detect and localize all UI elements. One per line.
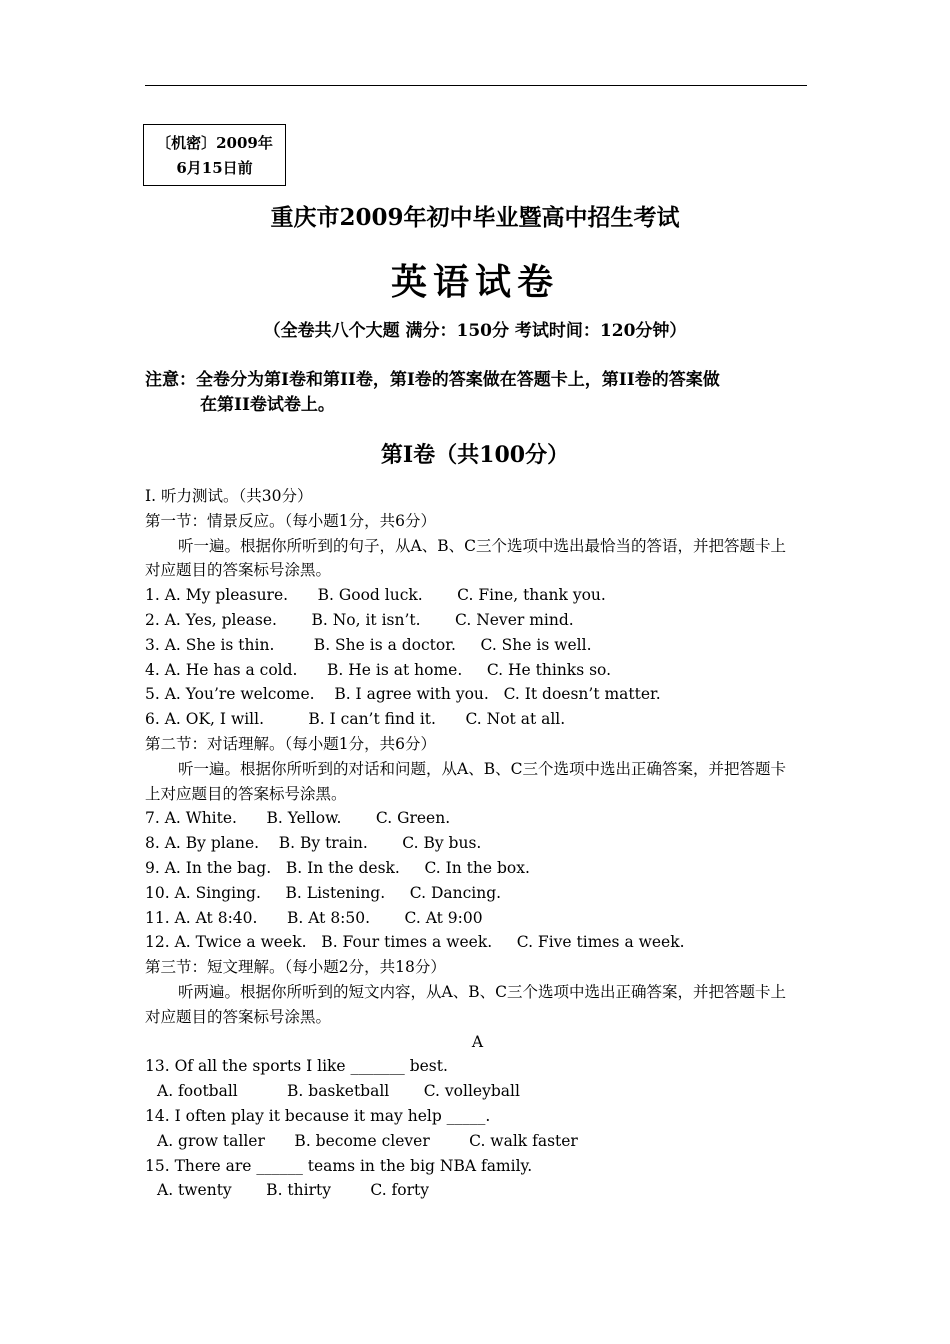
- question-item: 13. Of all the sports I like _______ best.: [145, 1057, 448, 1076]
- question-item: 14. I often play it because it may help _____.: [145, 1106, 491, 1125]
- paper-title: 英语试卷: [390, 261, 559, 303]
- question-item: 11. A. At 8:40. B. At 8:50. C. At 9:00: [145, 908, 483, 927]
- exam-info: （全卷共八个大题 满分：150分 考试时间：120分钟）: [263, 321, 687, 341]
- sec2-heading: 第二节：对话理解。（每小题1分，共6分）: [145, 734, 436, 753]
- notice-line-2: 在第II卷试卷上。: [200, 395, 335, 415]
- question-item: 10. A. Singing. B. Listening. C. Dancing.: [145, 883, 502, 902]
- question-item: 5. A. You’re welcome. B. I agree with you. C. It doesn’t matter.: [145, 685, 661, 704]
- sec2-instruction-2: 上对应题目的答案标号涂黑。: [145, 784, 347, 803]
- confidential-box: [143, 124, 286, 186]
- question-item: 7. A. White. B. Yellow. C. Green.: [145, 809, 451, 828]
- passage-label: A: [471, 1032, 484, 1051]
- sec2-instruction-1: 听一遍。根据你所听到的对话和问题，从A、B、C三个选项中选出正确答案，并把答题卡: [178, 759, 786, 778]
- question-item: 8. A. By plane. B. By train. C. By bus.: [145, 834, 482, 853]
- question-item: 6. A. OK, I will. B. I can’t find it. C. Not at all.: [145, 710, 566, 729]
- notice-line-1: 注意：全卷分为第I卷和第II卷，第I卷的答案做在答题卡上，第II卷的答案做: [145, 370, 720, 390]
- confidential-line-1: 〔机密〕2009年: [156, 134, 273, 152]
- question-item: 15. There are ______ teams in the big NBA family.: [145, 1156, 533, 1175]
- confidential-line-2: 6月15日前: [176, 159, 253, 177]
- question-options: A. grow taller B. become clever C. walk faster: [157, 1131, 578, 1150]
- question-item: 4. A. He has a cold. B. He is at home. C. He thinks so.: [145, 660, 612, 679]
- question-item: 1. A. My pleasure. B. Good luck. C. Fine, thank you.: [145, 586, 606, 605]
- exam-title: 重庆市2009年初中毕业暨高中招生考试: [270, 204, 680, 231]
- question-options: A. twenty B. thirty C. forty: [157, 1181, 430, 1200]
- question-options: A. football B. basketball C. volleyball: [157, 1082, 520, 1101]
- part-title: 第I卷（共100分）: [380, 442, 570, 468]
- exam-body: [145, 484, 810, 1203]
- sec1-heading: 第一节：情景反应。（每小题1分，共6分）: [145, 511, 436, 530]
- question-item: 2. A. Yes, please. B. No, it isn’t. C. Never mind.: [145, 610, 574, 629]
- question-item: 3. A. She is thin. B. She is a doctor. C. She is well.: [145, 635, 592, 654]
- top-rule: [145, 85, 807, 86]
- sec3-instruction-1: 听两遍。根据你所听到的短文内容，从A、B、C三个选项中选出正确答案，并把答题卡上: [178, 982, 786, 1001]
- sec3-instruction-2: 对应题目的答案标号涂黑。: [145, 1007, 332, 1026]
- sec1-instruction-1: 听一遍。根据你所听到的句子，从A、B、C三个选项中选出最恰当的答语，并把答题卡上: [178, 536, 786, 555]
- question-item: 9. A. In the bag. B. In the desk. C. In the box.: [145, 858, 530, 877]
- notice: [145, 368, 815, 418]
- question-item: 12. A. Twice a week. B. Four times a week. C. Five times a week.: [145, 933, 685, 952]
- sec3-heading: 第三节：短文理解。（每小题2分，共18分）: [145, 958, 446, 977]
- sec1-instruction-2: 对应题目的答案标号涂黑。: [145, 561, 332, 580]
- section-heading: I. 听力测试。（共30分）: [145, 487, 313, 505]
